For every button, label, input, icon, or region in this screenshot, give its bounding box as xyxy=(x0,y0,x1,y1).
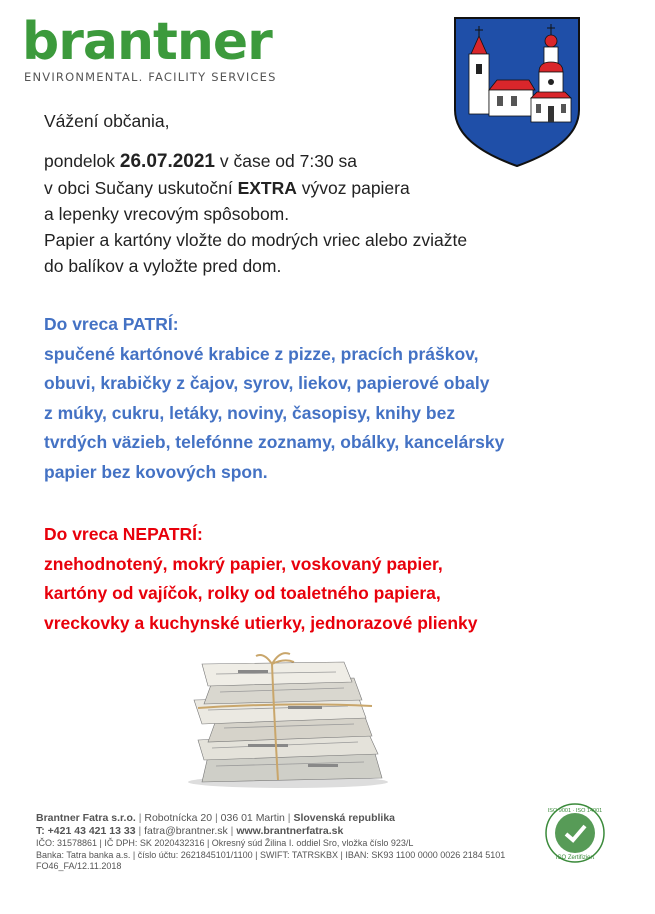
iso-badge-bottom-text: ISO Zertifiziert xyxy=(555,855,595,861)
footer-web[interactable]: www.brantnerfatra.sk xyxy=(236,825,344,837)
instruction-line-2: do balíkov a vyložte pred dom. xyxy=(44,256,282,276)
not-belongs-section xyxy=(44,520,624,638)
footer-form-code: FO46_FA/12.11.2018 xyxy=(36,861,122,871)
footer-registration: IČO: 31578861 | IČ DPH: SK 2020432316 | Okresný súd Žilina I. oddiel Sro, vložka číslo 923/L xyxy=(36,838,414,848)
line2-post: vývoz papiera xyxy=(296,178,410,198)
not-belongs-line: vreckovky a kuchynské utierky, jednorazové plienky xyxy=(44,612,478,633)
not-belongs-line: kartóny od vajíčok, rolky od toaletného papiera, xyxy=(44,583,441,603)
footer-company: Brantner Fatra s.r.o. xyxy=(36,812,136,824)
logo-tagline: ENVIRONMENTAL. FACILITY SERVICES xyxy=(24,70,277,84)
company-footer xyxy=(36,812,516,873)
footer-phone: T: +421 43 421 13 33 xyxy=(36,825,136,837)
instruction-line-1: Papier a kartóny vložte do modrých vriec alebo zviažte xyxy=(44,230,468,250)
belongs-heading: Do vreca PATRÍ: xyxy=(44,314,179,334)
logo-wordmark: brantner xyxy=(22,12,272,72)
announcement-body xyxy=(44,108,604,279)
line1-pre: pondelok xyxy=(44,151,120,171)
belongs-line: tvrdých väzieb, telefónne zoznamy, obálky, kancelársky xyxy=(44,432,505,452)
not-belongs-line: znehodnotený, mokrý papier, voskovaný papier, xyxy=(44,553,443,574)
belongs-line: z múky, cukru, letáky, noviny, časopisy, knihy bez xyxy=(44,402,456,423)
brantner-logo xyxy=(22,14,282,84)
extra-label: EXTRA xyxy=(237,178,297,198)
footer-address-line: Brantner Fatra s.r.o. | Robotnícka 20 | 036 01 Martin | Slovenská republika xyxy=(36,812,395,824)
footer-street: Robotnícka 20 xyxy=(144,812,213,824)
belongs-line: obuvi, krabičky z čajov, syrov, liekov, papierové obaly xyxy=(44,373,490,393)
footer-contact-line: T: +421 43 421 13 33 | fatra@brantner.sk | www.brantnerfatra.sk xyxy=(36,825,344,837)
footer-bank: Banka: Tatra banka a.s. | číslo účtu: 2621845101/1100 | SWIFT: TATRSKBX | IBAN: SK93 1100 0000 0026 2184 5101 xyxy=(36,849,506,860)
location-line xyxy=(44,175,604,201)
footer-country: Slovenská republika xyxy=(293,812,395,824)
belongs-section xyxy=(44,310,624,487)
iso-badge-top-text: ISO 9001 · ISO 14001 xyxy=(547,808,603,814)
greeting: Vážení občania, xyxy=(44,111,170,131)
footer-city: 036 01 Martin xyxy=(220,812,285,824)
line1-post: v čase od 7:30 sa xyxy=(215,151,358,171)
collection-date: 26.07.2021 xyxy=(119,151,215,172)
method-line: a lepenky vrecovým spôsobom. xyxy=(44,204,290,224)
iso-certified-badge-icon xyxy=(544,802,606,864)
footer-email[interactable]: fatra@brantner.sk xyxy=(144,825,228,837)
schedule-line xyxy=(44,148,604,175)
newspaper-stack-photo xyxy=(168,644,408,790)
not-belongs-heading: Do vreca NEPATRÍ: xyxy=(44,524,203,544)
belongs-line: papier bez kovových spon. xyxy=(44,461,268,482)
belongs-line: spučené kartónové krabice z pizze, pracích práškov, xyxy=(44,343,479,364)
line2-pre: v obci Sučany uskutoční xyxy=(44,178,238,198)
